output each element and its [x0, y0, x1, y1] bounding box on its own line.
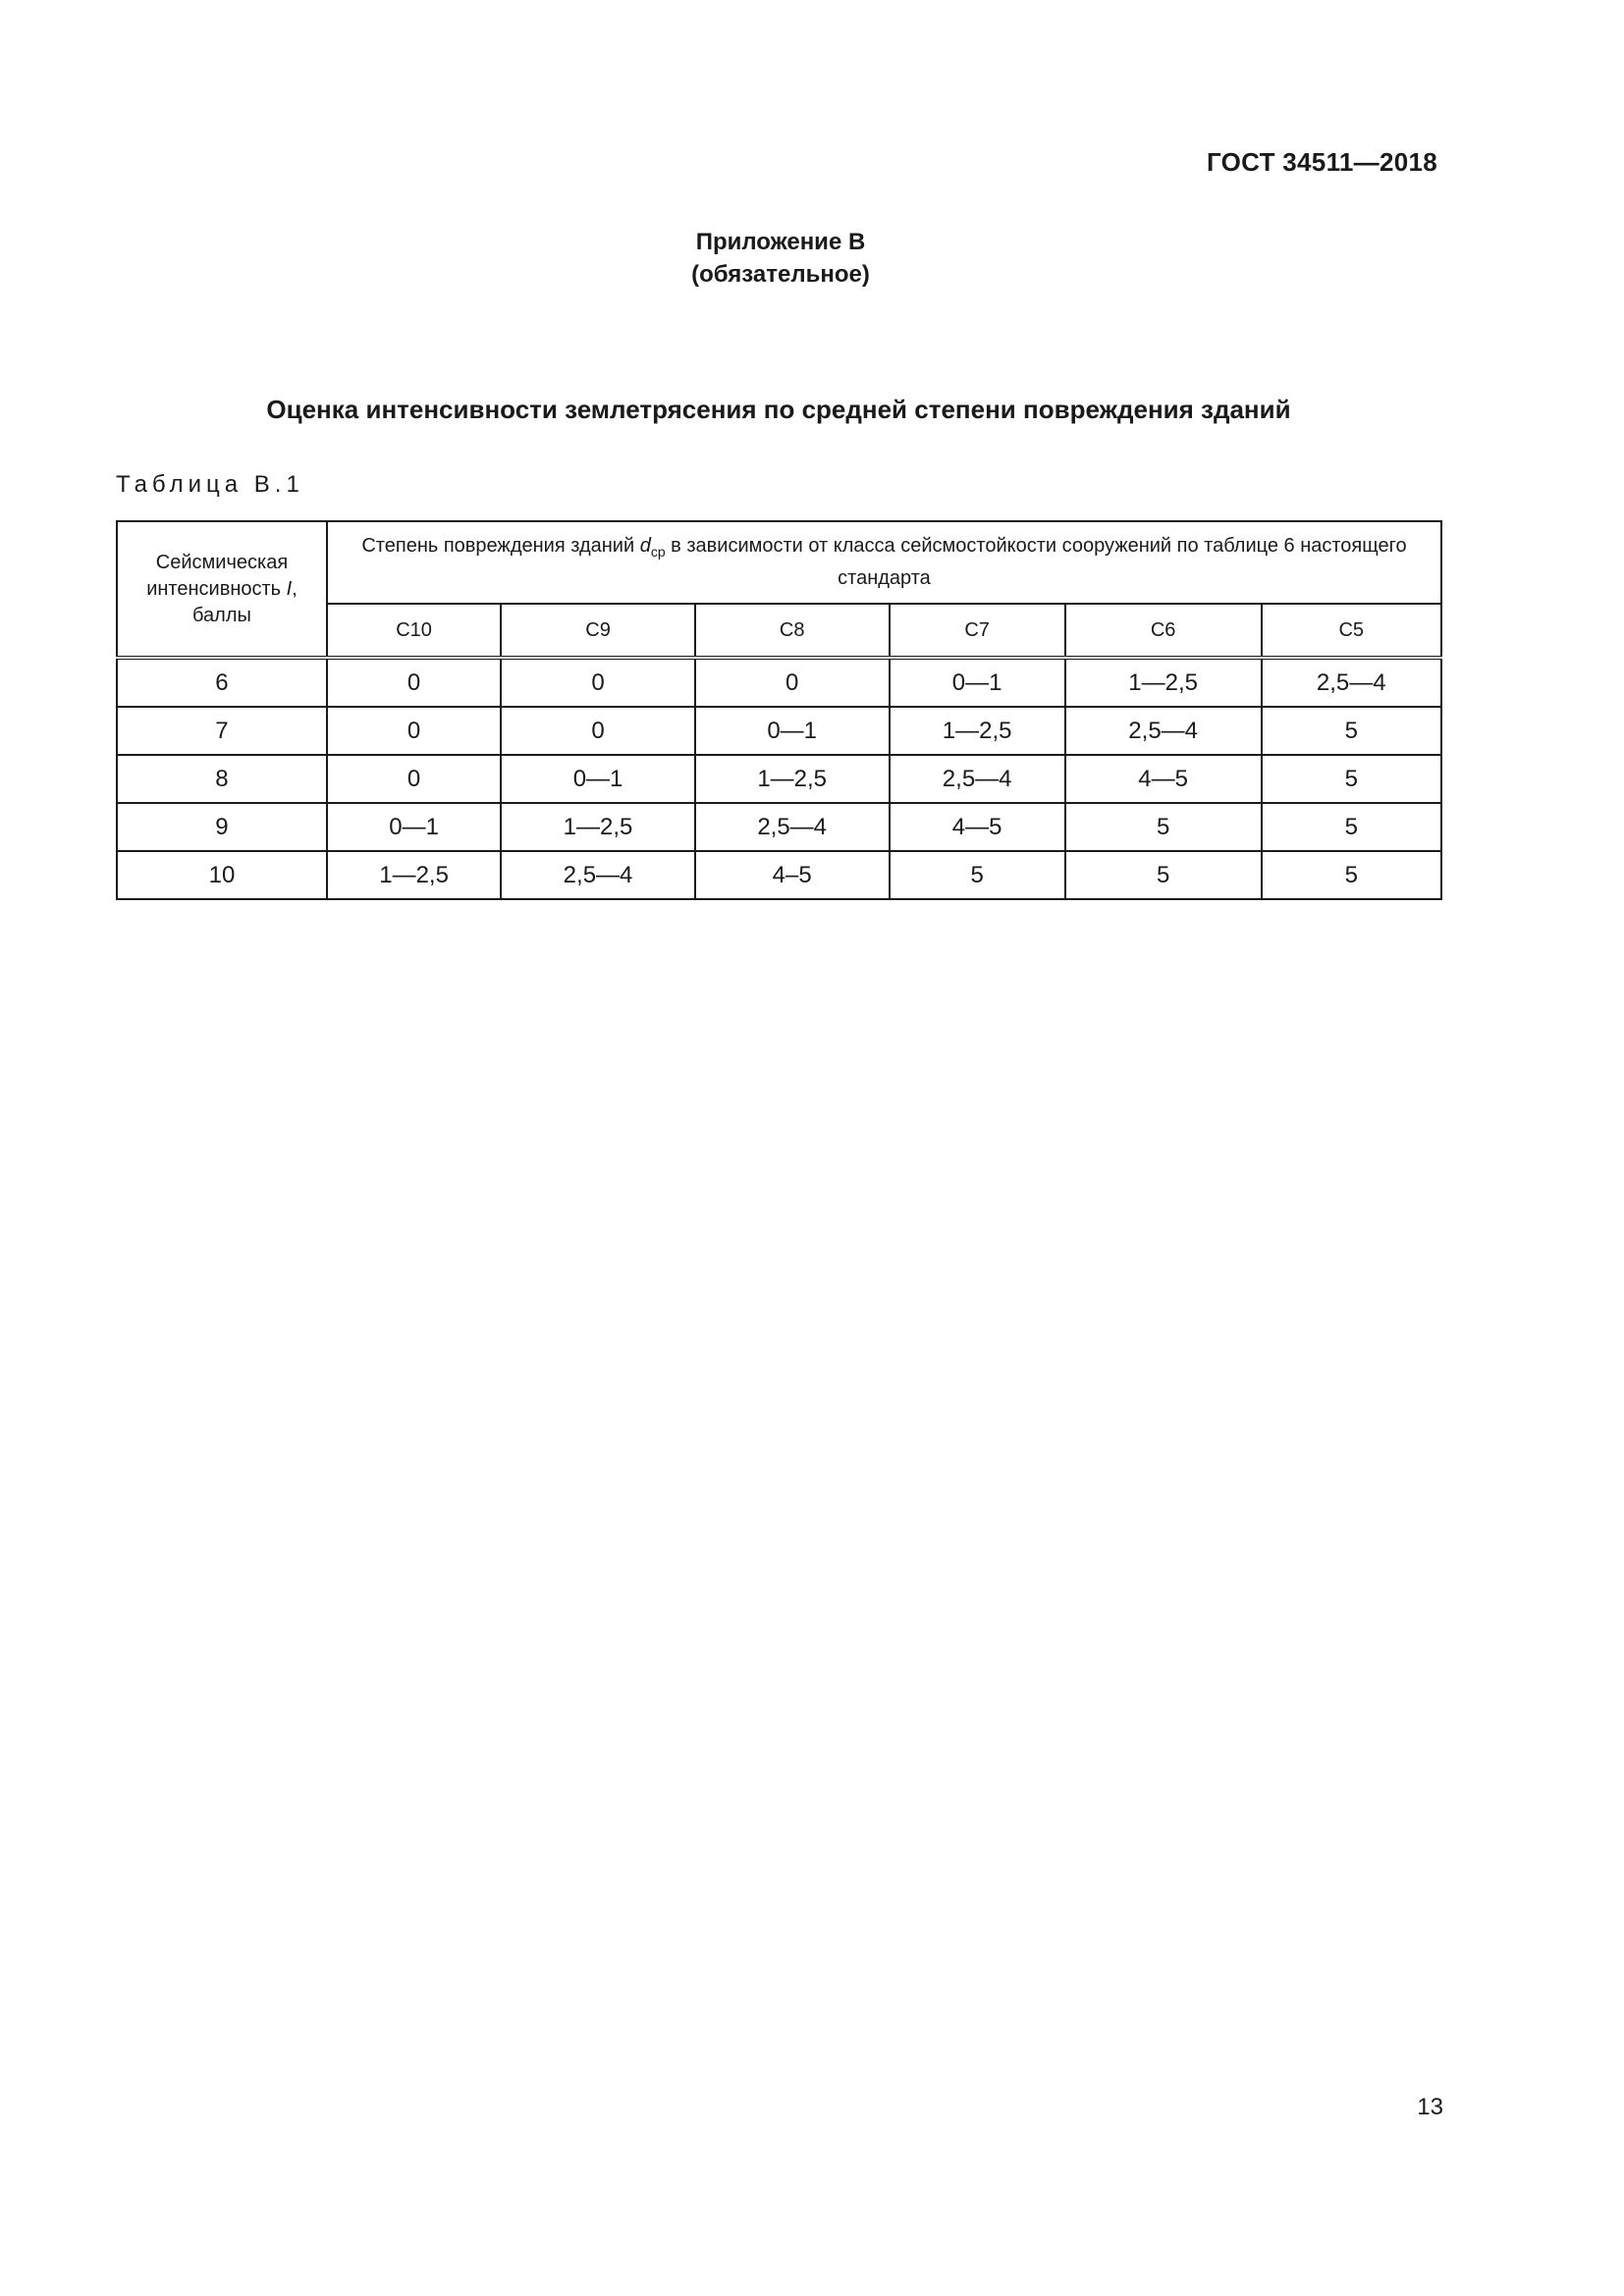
row-header-cell — [117, 521, 327, 658]
table-cell: 1—2,5 — [695, 755, 890, 803]
table-cell: 2,5—4 — [1065, 707, 1262, 755]
table-caption: Таблица В.1 — [116, 471, 304, 498]
table-cell: 9 — [117, 803, 327, 851]
table-cell: 2,5—4 — [501, 851, 695, 899]
table-cell: 0 — [327, 658, 501, 707]
table-cell: 4—5 — [890, 803, 1065, 851]
table-cell: 0 — [327, 707, 501, 755]
table-cell: 1—2,5 — [501, 803, 695, 851]
table-row — [117, 658, 1441, 707]
table-cell: 8 — [117, 755, 327, 803]
table-cell: 2,5—4 — [890, 755, 1065, 803]
column-header: С8 — [695, 604, 890, 658]
appendix-status: (обязательное) — [691, 261, 870, 288]
table-cell: 2,5—4 — [1262, 658, 1442, 707]
table-cell: 1—2,5 — [327, 851, 501, 899]
table-cell: 5 — [1262, 755, 1442, 803]
table-cell: 0—1 — [327, 803, 501, 851]
table-cell: 0 — [501, 707, 695, 755]
table-cell: 4–5 — [695, 851, 890, 899]
table-cell: 0 — [501, 658, 695, 707]
group-header-prefix: Степень повреждения зданий — [361, 535, 640, 557]
table-cell: 5 — [890, 851, 1065, 899]
table-cell: 7 — [117, 707, 327, 755]
table-cell: 0 — [327, 755, 501, 803]
table-cell: 6 — [117, 658, 327, 707]
appendix-heading — [0, 226, 1561, 291]
table-cell: 2,5—4 — [695, 803, 890, 851]
table-cell: 0 — [695, 658, 890, 707]
column-header: С9 — [501, 604, 695, 658]
table-cell: 5 — [1262, 707, 1442, 755]
row-header-line1: Сейсмическая — [155, 551, 289, 573]
table-cell: 5 — [1262, 851, 1442, 899]
table-row — [117, 851, 1441, 899]
table-cell: 5 — [1065, 803, 1262, 851]
row-header-line2-suffix: , — [292, 577, 298, 600]
column-header: С5 — [1262, 604, 1442, 658]
table-row — [117, 707, 1441, 755]
table-cell: 1—2,5 — [890, 707, 1065, 755]
group-header-suffix: в зависимости от класса сейсмостойкости сооружений по таблице 6 настоящего стандарта — [665, 535, 1407, 589]
column-header: С6 — [1065, 604, 1262, 658]
row-header-line3: баллы — [192, 604, 251, 626]
table-cell: 10 — [117, 851, 327, 899]
table-row — [117, 755, 1441, 803]
column-header: С7 — [890, 604, 1065, 658]
document-code: ГОСТ 34511—2018 — [1206, 147, 1437, 177]
section-title: Оценка интенсивности землетрясения по средней степени повреждения зданий — [266, 395, 1291, 424]
table-cell: 0—1 — [695, 707, 890, 755]
table-row — [117, 803, 1441, 851]
column-header: С10 — [327, 604, 501, 658]
table-cell: 0—1 — [890, 658, 1065, 707]
page-number: 13 — [1417, 2094, 1443, 2120]
table-cell: 0—1 — [501, 755, 695, 803]
table-cell: 4—5 — [1065, 755, 1262, 803]
table-cell: 1—2,5 — [1065, 658, 1262, 707]
group-header-variable: d — [639, 535, 651, 557]
group-header-cell — [327, 521, 1441, 604]
table-cell: 5 — [1065, 851, 1262, 899]
appendix-title: Приложение В — [695, 229, 866, 255]
intensity-table — [116, 520, 1442, 900]
row-header-variable: I — [286, 577, 293, 600]
table-cell: 5 — [1262, 803, 1442, 851]
row-header-line2-prefix: интенсивность — [146, 577, 287, 600]
group-header-subscript: ср — [650, 544, 666, 560]
table-header-row — [117, 521, 1441, 604]
